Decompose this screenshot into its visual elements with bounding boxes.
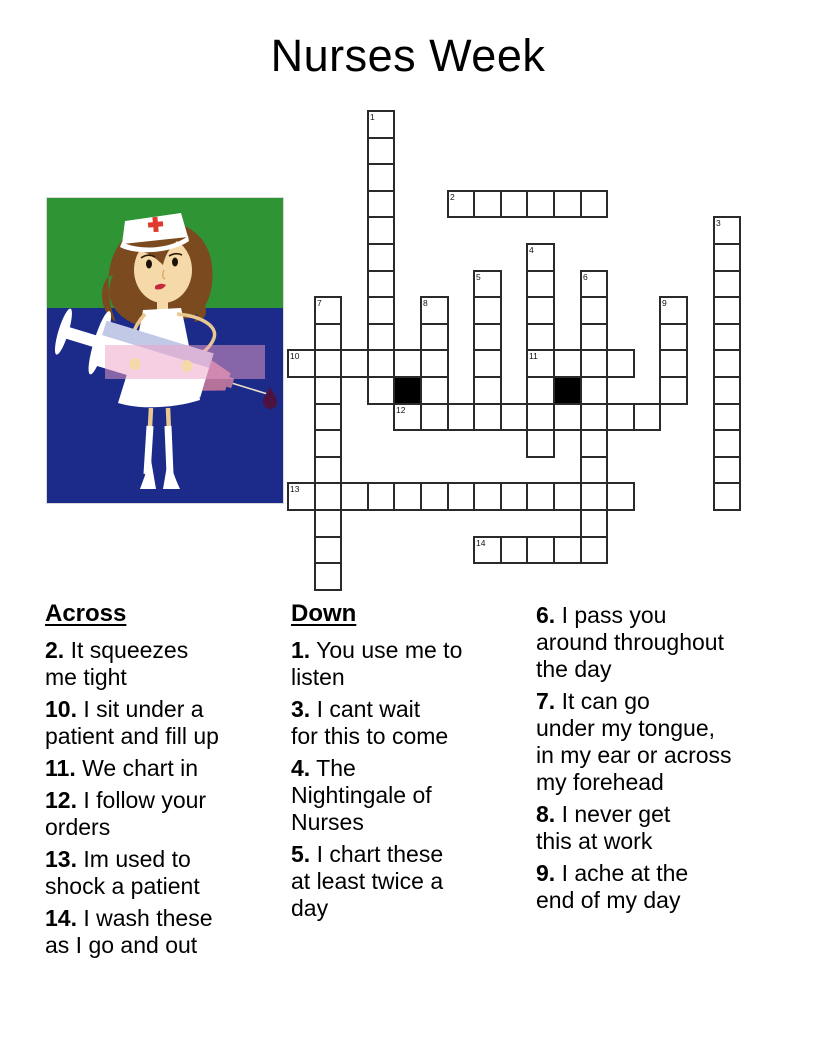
grid-cell[interactable] [526, 323, 555, 351]
clue-item: 12. I follow your orders [45, 787, 207, 840]
grid-cell[interactable] [473, 482, 502, 511]
clue-number: 10. [45, 696, 77, 722]
clue-number: 12. [45, 787, 77, 813]
grid-cell[interactable] [526, 429, 555, 458]
down-clues-continued [536, 602, 776, 919]
grid-cell[interactable] [659, 296, 688, 325]
nurse-eye-right [172, 258, 178, 267]
grid-cell[interactable] [526, 536, 555, 564]
down-clue-list [291, 637, 513, 922]
clue-number: 6. [536, 602, 556, 628]
cell-number: 4 [529, 245, 534, 255]
grid-cell[interactable] [500, 536, 528, 564]
across-clues [45, 600, 261, 964]
grid-cell[interactable] [473, 323, 502, 351]
grid-cell[interactable] [393, 349, 422, 378]
grid-cell[interactable] [473, 536, 502, 564]
clue-item: 10. I sit under a patient and fill up [45, 696, 219, 749]
across-header: Across [45, 600, 127, 627]
clue-number: 1. [291, 637, 311, 663]
grid-cell-black [393, 376, 422, 405]
grid-cell[interactable] [553, 349, 582, 378]
clue-number: 9. [536, 860, 556, 886]
grid-cell[interactable] [526, 190, 555, 218]
grid-cell[interactable] [553, 190, 582, 218]
cell-number: 14 [476, 538, 486, 548]
grid-cell[interactable] [526, 482, 555, 511]
cell-number: 3 [716, 218, 721, 228]
grid-cell[interactable] [553, 403, 582, 431]
grid-cell[interactable] [713, 216, 741, 245]
grid-cell[interactable] [314, 323, 342, 351]
clue-number: 8. [536, 801, 556, 827]
grid-cell[interactable] [553, 482, 582, 511]
grid-cell[interactable] [713, 349, 741, 378]
grid-cell[interactable] [580, 296, 608, 325]
clue-item: 8. I never get this at work [536, 801, 671, 854]
clue-item: 6. I pass you around throughout the day [536, 602, 724, 682]
grid-cell[interactable] [287, 349, 316, 378]
grid-cell[interactable] [713, 456, 741, 484]
grid-cell[interactable] [367, 376, 395, 405]
clue-item: 13. Im used to shock a patient [45, 846, 200, 899]
grid-cell[interactable] [580, 456, 608, 484]
clue-number: 11. [45, 755, 76, 781]
clue-item: 14. I wash these as I go and out [45, 905, 213, 958]
clue-item: 1. You use me to listen [291, 637, 463, 690]
clue-item: 5. I chart these at least twice a day [291, 841, 444, 921]
grid-cell[interactable] [367, 137, 395, 165]
grid-cell[interactable] [473, 376, 502, 405]
cell-number: 6 [583, 272, 588, 282]
grid-cell[interactable] [314, 376, 342, 405]
grid-cell[interactable] [447, 403, 475, 431]
grid-cell[interactable] [340, 349, 369, 378]
cell-number: 9 [662, 298, 667, 308]
grid-cell[interactable] [314, 349, 342, 378]
grid-cell[interactable] [580, 376, 608, 405]
grid-cell[interactable] [420, 403, 449, 431]
grid-cell[interactable] [367, 482, 395, 511]
grid-cell[interactable] [713, 270, 741, 298]
grid-cell[interactable] [447, 190, 475, 218]
clue-number: 2. [45, 637, 65, 663]
grid-cell[interactable] [473, 190, 502, 218]
clue-item: 3. I cant wait for this to come [291, 696, 449, 749]
grid-cell[interactable] [580, 270, 608, 298]
clue-number: 7. [536, 688, 556, 714]
down-header: Down [291, 600, 357, 627]
crossword-grid [287, 110, 741, 591]
nurse-illustration-svg [47, 198, 283, 503]
nurse-eye-left [146, 260, 152, 269]
cell-number: 10 [290, 351, 300, 361]
cell-number: 2 [450, 192, 455, 202]
grid-cell[interactable] [633, 403, 661, 431]
grid-cell[interactable] [367, 163, 395, 192]
grid-cell[interactable] [314, 536, 342, 564]
grid-cell[interactable] [526, 296, 555, 325]
grid-cell[interactable] [473, 270, 502, 298]
cell-number: 1 [370, 112, 375, 122]
clue-number: 3. [291, 696, 311, 722]
grid-cell[interactable] [314, 562, 342, 591]
grid-cell[interactable] [367, 296, 395, 325]
across-clue-list [45, 637, 261, 959]
grid-cell[interactable] [580, 190, 608, 218]
down-clues [291, 600, 513, 927]
grid-cell[interactable] [580, 429, 608, 458]
grid-cell[interactable] [340, 482, 369, 511]
grid-cell[interactable] [420, 296, 449, 325]
grid-cell[interactable] [367, 216, 395, 245]
grid-cell[interactable] [367, 190, 395, 218]
grid-cell[interactable] [553, 536, 582, 564]
grid-cell[interactable] [367, 110, 395, 139]
grid-cell[interactable] [659, 349, 688, 378]
grid-cell[interactable] [420, 323, 449, 351]
cell-number: 7 [317, 298, 322, 308]
grid-cell[interactable] [367, 243, 395, 272]
clue-number: 5. [291, 841, 311, 867]
grid-cell-black [553, 376, 582, 405]
grid-cell[interactable] [314, 296, 342, 325]
grid-cell[interactable] [713, 296, 741, 325]
grid-cell[interactable] [713, 323, 741, 351]
clue-number: 14. [45, 905, 77, 931]
grid-cell[interactable] [367, 323, 395, 351]
grid-cell[interactable] [473, 349, 502, 378]
grid-cell[interactable] [526, 403, 555, 431]
grid-cell[interactable] [314, 429, 342, 458]
puzzle-title: Nurses Week [270, 30, 546, 81]
cell-number: 13 [290, 484, 300, 494]
grid-cell[interactable] [393, 403, 422, 431]
grid-cell[interactable] [580, 509, 608, 538]
grid-cell[interactable] [393, 482, 422, 511]
cell-number: 5 [476, 272, 481, 282]
grid-cell[interactable] [420, 482, 449, 511]
grid-cell[interactable] [314, 482, 342, 511]
grid-cell[interactable] [420, 376, 449, 405]
cell-number: 8 [423, 298, 428, 308]
grid-cell[interactable] [473, 403, 502, 431]
grid-cell[interactable] [500, 190, 528, 218]
grid-cell[interactable] [580, 323, 608, 351]
grid-cell[interactable] [659, 376, 688, 405]
grid-cell[interactable] [713, 243, 741, 272]
grid-cell[interactable] [526, 270, 555, 298]
grid-cell[interactable] [314, 509, 342, 538]
clue-item: 4. The Nightingale of Nurses [291, 755, 432, 835]
clue-number: 4. [291, 755, 311, 781]
grid-cell[interactable] [367, 349, 395, 378]
clue-item: 2. It squeezes me tight [45, 637, 189, 690]
grid-cell[interactable] [659, 323, 688, 351]
grid-cell[interactable] [500, 403, 528, 431]
grid-cell[interactable] [314, 456, 342, 484]
grid-cell[interactable] [580, 536, 608, 564]
grid-cell[interactable] [526, 376, 555, 405]
grid-cell[interactable] [713, 403, 741, 431]
down-continued-clue-list [536, 602, 776, 914]
clue-item: 9. I ache at the end of my day [536, 860, 689, 913]
cell-number: 11 [529, 351, 538, 361]
grid-cell[interactable] [580, 482, 608, 511]
grid-cell[interactable] [526, 349, 555, 378]
grid-cell[interactable] [287, 482, 316, 511]
clue-item: 7. It can go under my tongue, in my ear or across my forehead [536, 688, 732, 795]
grid-cell[interactable] [314, 403, 342, 431]
clue-number: 13. [45, 846, 77, 872]
nurse-hand-right [182, 360, 193, 372]
nurse-illustration [47, 198, 283, 503]
grid-cell[interactable] [580, 403, 608, 431]
grid-cell[interactable] [713, 482, 741, 511]
clue-item: 11. We chart in [45, 755, 199, 781]
grid-cell[interactable] [713, 376, 741, 405]
grid-cell[interactable] [606, 349, 635, 378]
grid-cell[interactable] [420, 349, 449, 378]
grid-cell[interactable] [367, 270, 395, 298]
grid-cell[interactable] [606, 403, 635, 431]
cell-number: 12 [396, 405, 406, 415]
nurse-hand-left [130, 358, 141, 370]
grid-cell[interactable] [580, 349, 608, 378]
grid-cell[interactable] [447, 482, 475, 511]
grid-cell[interactable] [606, 482, 635, 511]
grid-cell[interactable] [500, 482, 528, 511]
grid-cell[interactable] [473, 296, 502, 325]
grid-cell[interactable] [526, 243, 555, 272]
grid-cell[interactable] [713, 429, 741, 458]
